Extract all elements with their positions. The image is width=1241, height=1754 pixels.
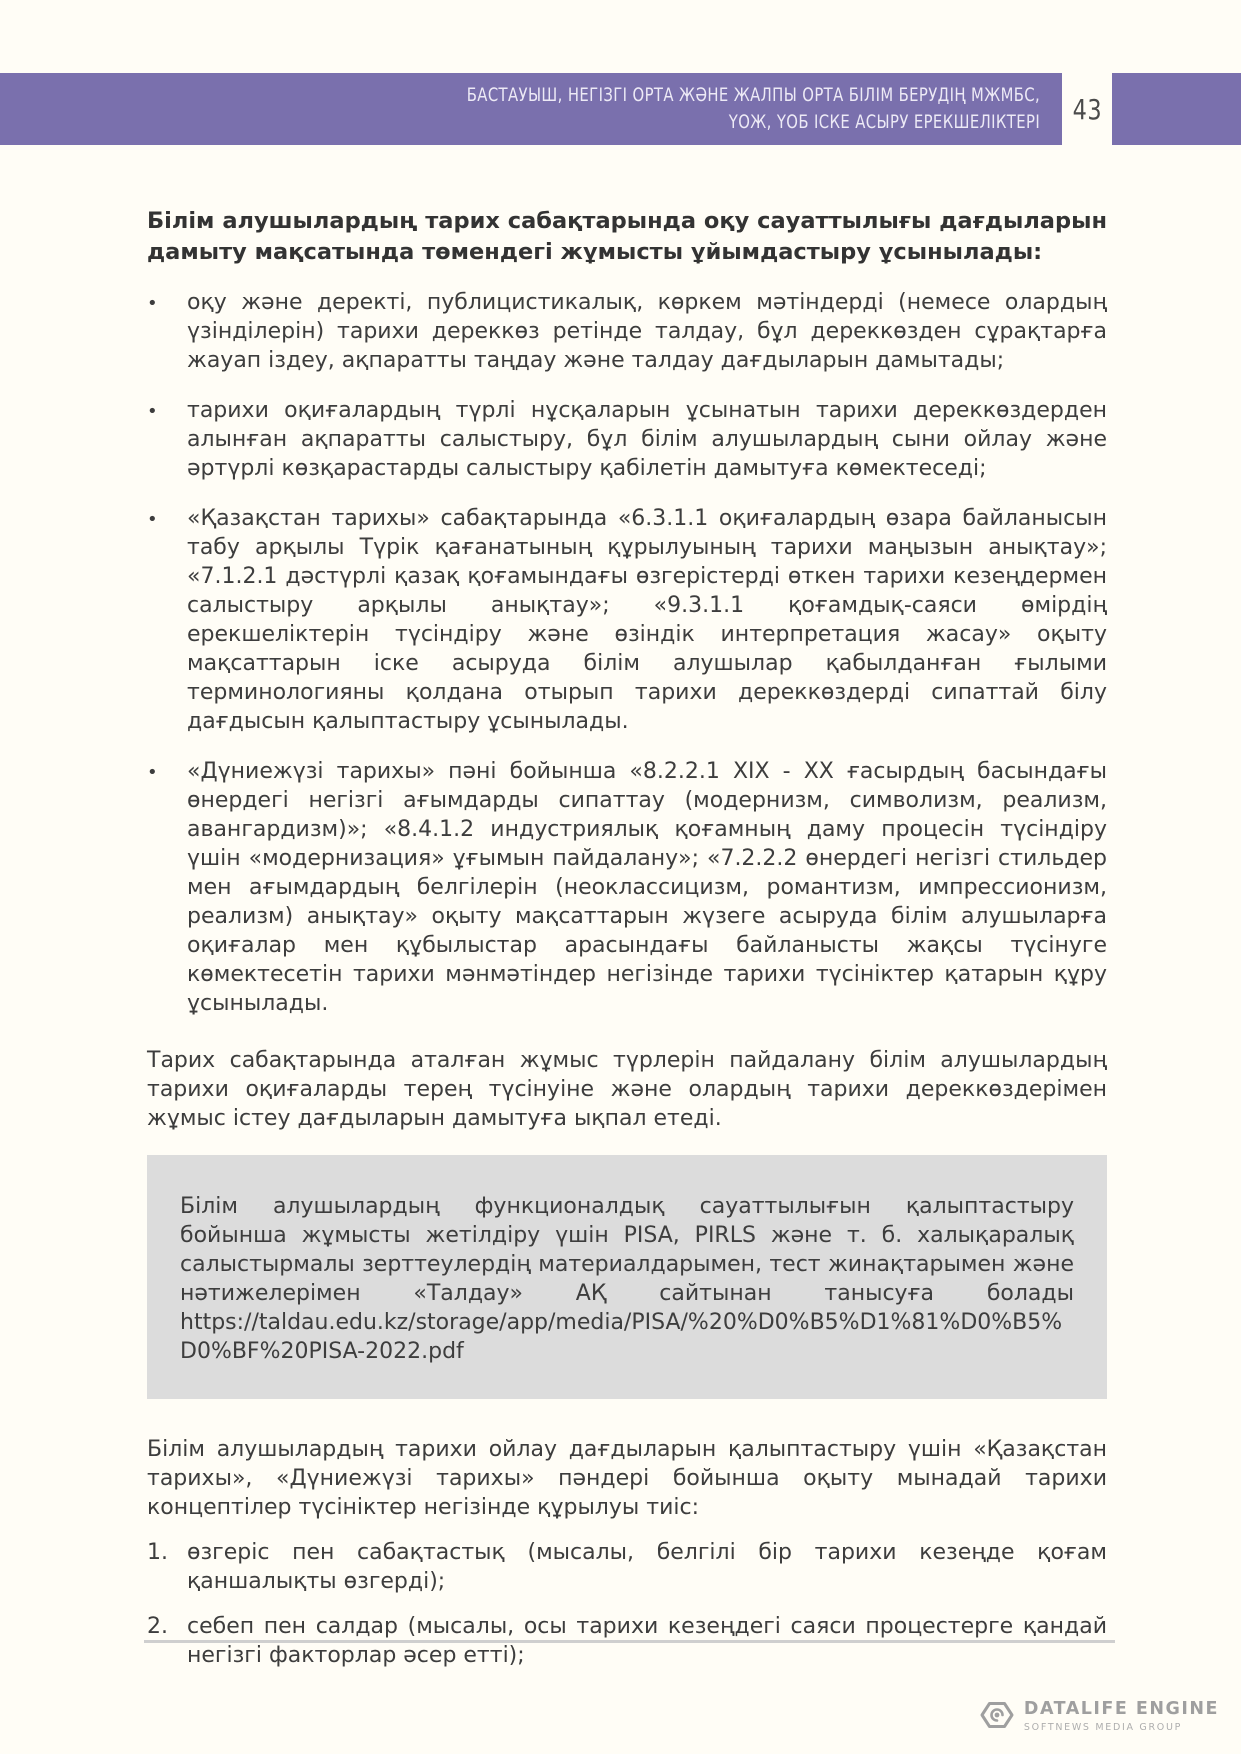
header-title-line1: БАСТАУЫШ, НЕГІЗГІ ОРТА ЖӘНЕ ЖАЛПЫ ОРТА БІЛІМ БЕРУДІҢ МЖМБС, bbox=[466, 84, 1040, 106]
numbered-marker: 1. bbox=[147, 1540, 168, 1565]
header-band bbox=[0, 73, 1062, 145]
bullet-item bbox=[147, 396, 1107, 483]
bullet-marker: • bbox=[147, 762, 158, 783]
bullet-text: «Қазақстан тарихы» сабақтарында «6.3.1.1 оқиғалардың өзара байланысын табу арқылы Түрік қағанатының құрылуының тарихи маңызын анықтау»; «7.1.2.1 дәстүрлі қазақ қоғамындағы өзгерістерді өткен тарихи кезеңдермен салыстыру арқылы анықтау»; «9.3.1.1 қоғамдық-саяси өмірдің ерекшеліктерін түсіндіру және өзіндік интерпретация жасау» оқыту мақсаттарын іске асыруда білім алушылар қабылданған ғылыми терминологияны қолдана отырып тарихи дереккөздерді сипаттай білу дағдысын қалыптастыру ұсынылады. bbox=[187, 506, 1107, 734]
bullet-item bbox=[147, 757, 1107, 1018]
bullet-marker: • bbox=[147, 401, 158, 422]
closing-paragraph: Тарих сабақтарында аталған жұмыс түрлерін пайдалану білім алушылардың тарихи оқиғаларды терең түсінуіне және олардың тарихи дереккөздерімен жұмыс істеу дағдыларын дамытуға ықпал етеді. bbox=[147, 1048, 1107, 1131]
note-box bbox=[147, 1155, 1107, 1399]
numbered-text: себеп пен салдар (мысалы, осы тарихи кезеңдегі саяси процестерге қандай негізгі факторлар әсер етті); bbox=[187, 1614, 1107, 1668]
numbered-text: өзгеріс пен сабақтастық (мысалы, белгілі бір тарихи кезеңде қоғам қаншалықты өзгерді); bbox=[187, 1540, 1107, 1594]
header-band-right bbox=[1112, 73, 1241, 145]
datalife-logo-text bbox=[1023, 1698, 1219, 1734]
logo-subtitle: SOFTNEWS MEDIA GROUP bbox=[1023, 1722, 1183, 1734]
bullet-item bbox=[147, 288, 1107, 375]
bullet-text: тарихи оқиғалардың түрлі нұсқаларын ұсынатын тарихи дереккөздерден алынған ақпаратты салыстыру, бұл білім алушылардың сыни ойлау және әртүрлі көзқарастарды салыстыру қабілетін дамытуға көмектеседі; bbox=[187, 398, 1107, 481]
datalife-logo-icon bbox=[979, 1699, 1015, 1735]
logo-title: DATALIFE ENGINE bbox=[1023, 1698, 1219, 1719]
intro-heading: Білім алушылардың тарих сабақтарында оқу сауаттылығы дағдыларын дамыту мақсатында төмендегі жұмысты ұйымдастыру ұсынылады: bbox=[147, 208, 1107, 265]
bullet-text: оқу және деректі, публицистикалық, көркем мәтіндерді (немесе олардың үзінділерін) тарихи дереккөз ретінде талдау, бұл дереккөзден сұрақтарға жауап іздеу, ақпаратты таңдау және талдау дағдыларын дамытады; bbox=[187, 290, 1107, 373]
bullet-text: «Дүниежүзі тарихы» пәні бойынша «8.2.2.1 XIX - XX ғасырдың басындағы өнердегі негізгі ағымдарды сипаттау (модернизм, символизм, реализм, авангардизм)»; «8.4.1.2 индустриялық қоғамның даму процесін түсіндіру үшін «модернизация» ұғымын пайдалану»; «7.2.2.2 өнердегі негізгі стильдер мен ағымдардың белгілерін (неоклассицизм, романтизм, импрессионизм, реализм) анықтау» оқыту мақсаттарын жүзеге асыруда білім алушыларға оқиғалар мен құбылыстар арасындағы байланысты жақсы түсінуге көмектесетін тарихи мәнмәтіндер негізінде тарихи түсініктер қатарын құру ұсынылады. bbox=[187, 759, 1107, 1016]
note-box-text: Білім алушылардың функционалдық сауаттылығын қалыптастыру бойынша жұмысты жетілдіру үшін PISA, PIRLS және т. б. халықаралық салыстырмалы зерттеулердің материалдарымен, тест жинақтарымен және нәтижелерімен «Талдау» АҚ сайтынан танысуға болады https://taldau.edu.kz/storage/app/media/PISA/%20%D0%B5%D1%81%D0%B5%D0%BF%20PISA-2022.pdf bbox=[180, 1194, 1074, 1364]
bullet-item bbox=[147, 504, 1107, 736]
footer-divider bbox=[144, 1640, 1115, 1643]
concepts-paragraph: Білім алушылардың тарихи ойлау дағдыларын қалыптастыру үшін «Қазақстан тарихы», «Дүниежүзі тарихы» пәндері бойынша оқыту мынадай тарихи концептілер түсініктер негізінде құрылуы тиіс: bbox=[147, 1437, 1107, 1520]
page-number: 43 bbox=[1062, 73, 1112, 145]
note-box-url: https://taldau.edu.kz/storage/app/media/PISA/%20%D0%B5%D1%81%D0%B5%D0%BF%20PISA-2022.pdf bbox=[180, 1310, 1063, 1364]
header-title-line2: ҮОЖ, ҮОБ ІСКЕ АСЫРУ ЕРЕКШЕЛІКТЕРІ bbox=[728, 111, 1040, 133]
bullet-marker: • bbox=[147, 293, 158, 314]
numbered-item bbox=[147, 1538, 1107, 1596]
numbered-marker: 2. bbox=[147, 1614, 168, 1639]
bullet-marker: • bbox=[147, 509, 158, 530]
page-content bbox=[147, 206, 1107, 1670]
datalife-engine-logo bbox=[979, 1699, 1219, 1735]
